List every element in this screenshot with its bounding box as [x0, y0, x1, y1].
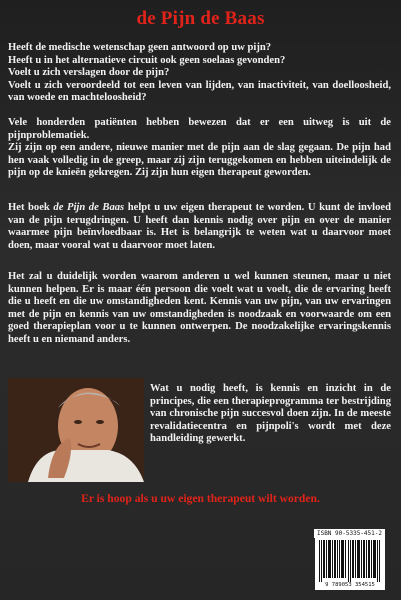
author-photo: [8, 378, 144, 482]
book-title: de Pijn de Baas: [136, 8, 265, 29]
isbn-label: ISBN 90-5335-451-2: [314, 529, 385, 538]
slogan: Er is hoop als u uw eigen therapeut wilt worden.: [81, 492, 320, 505]
desc-suffix: helpt u uw eigen therapeut te worden. U kunt de invloed van de pijn terugdringen. U heeft dan kennis nodig over pijn en over de manier waarmee pijn beïnvloedbaar is. Het is belangrijk te weten wat u daarvoor moet doen, maar vooral wat u daarvoor moet laten.: [8, 202, 391, 251]
author-portrait-illustration: [8, 378, 144, 482]
intro-questions: Heeft de medische wetenschap geen antwoord op uw pijn? Heeft u in het alternatieve circuit ook geen soelaas gevonden? Voelt u zich verslagen door de pijn? Voelt u zich veroordeeld tot een leven van lijden, van inactiviteit, van doelloosheid, van woede en machteloosheid?: [8, 42, 391, 104]
patients-paragraph: Vele honderden patiënten hebben bewezen dat er een uitweg is uit de pijnproblematiek. Zij zijn op een andere, nieuwe manier met de pijn aan de slag gegaan. De pijn had hen vaak volledig in de greep, maar zij zijn teruggekomen en hebben uiteindelijk de pijn op de knieën gekregen. Zij zijn hun eigen therapeut geworden.: [8, 117, 391, 179]
desc-book-title: de Pijn de Baas: [53, 202, 125, 213]
barcode-bars: [318, 540, 382, 582]
barcode-digits: 9 789053 354515: [325, 582, 375, 588]
desc-prefix: Het boek: [8, 202, 54, 213]
knowledge-paragraph: Het zal u duidelijk worden waarom anderen u wel kunnen steunen, maar u niet kunnen helpen. Er is maar één persoon die voelt wat u voelt, die de ervaring heeft die u heeft en die uw omstandigheden kent. Kennis van uw pijn, van uw ervaringen met de pijn en kennis van uw omstandigheden is noodzaak en voorwaarde om een goed therapieplan voor u te kunnen ontwerpen. De noodzakelijke ervaringskennis heeft u en niemand anders.: [8, 271, 391, 345]
program-paragraph: Wat u nodig heeft, is kennis en inzicht in de principes, die een therapieprogramma ter bestrijding van chronische pijn succesvol doen zijn. In de meeste revalidatiecentra en pijnpoli's wordt met deze handleiding gewerkt.: [150, 383, 391, 445]
book-description-paragraph: [8, 202, 391, 252]
barcode: [315, 538, 385, 590]
